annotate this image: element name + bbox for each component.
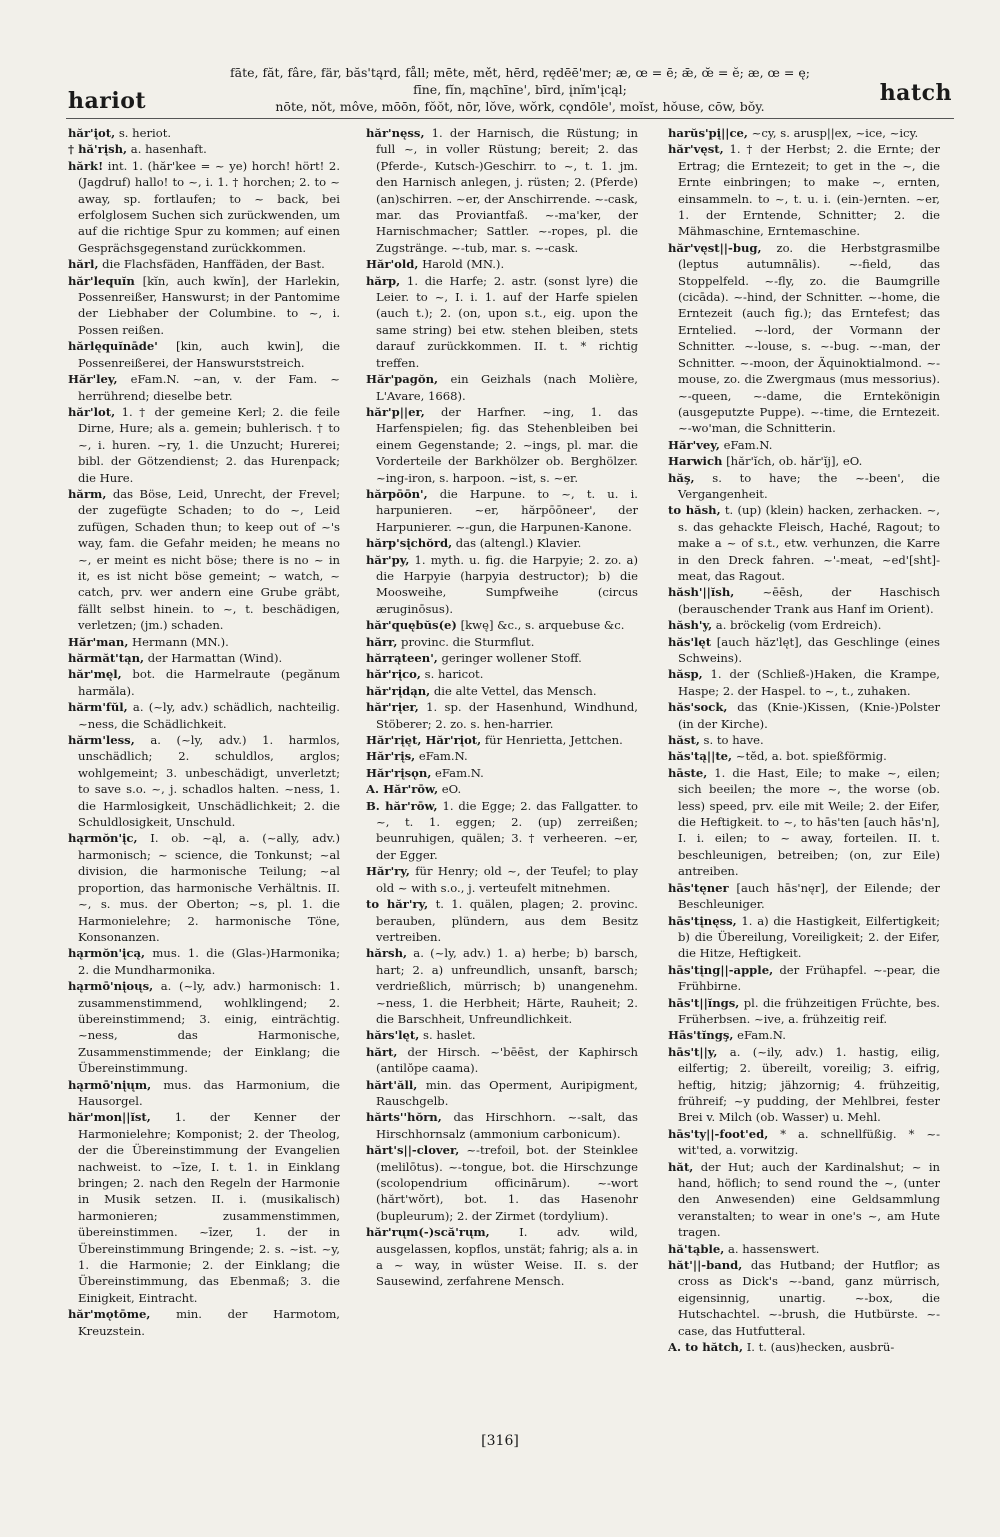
entry-headword: hărm'less,: [68, 733, 135, 748]
dictionary-entry: [68, 830, 340, 945]
dictionary-entry: [68, 125, 340, 141]
entry-headword: hăr'p||er,: [366, 404, 425, 419]
entry-definition: a. (~ly, adv.) 1. harmlos, unschädlich; 2. schuldlos, arglos; wohlgemeint; 3. unbeschädigt, unverletzt; to save s.o. ~, j. schadlos halten. ~ness, 1. die Harmlosigkeit, Unschädlichkeit; 2. die Schuldlosigkeit, Unschuld.: [78, 733, 340, 830]
dictionary-entry: [668, 502, 940, 584]
entry-headword: Hăr'old,: [366, 257, 419, 272]
dictionary-entry: [668, 437, 940, 453]
right-running-head: hatch: [879, 80, 952, 106]
entry-definition: mus. das Harmonium, die Hausorgel.: [78, 1077, 340, 1108]
entry-headword: hăş,: [668, 470, 695, 485]
entry-headword: hăsh'||ĭsh,: [668, 585, 735, 600]
entry-headword: hăr'quębŭs(e): [366, 618, 457, 633]
entry-definition: a. (~ly, adv.) schädlich, nachteilig. ~ness, die Schädlichkeit.: [78, 700, 340, 731]
dictionary-entry: [668, 470, 940, 503]
entry-definition: zo. die Herbstgrasmilbe (leptus autumnālis). ~-field, das Stoppelfeld. ~-fly, zo. die Baumgrille (cicāda). ~-hind, der Schnitter. ~-home, die Erntezeit (auch fig.); das Erntefest; das Erntelied. ~-lord, der Vormann der Schnitter. ~-louse, s. ~-bug. ~-man, der Schnitter. ~-moon, der Äquinoktialmond. ~-mouse, zo. die Zwergmaus (mus messorius). ~-queen, ~-dame, die Erntekönigin (ausgeputzte Puppe). ~-time, die Erntezeit. ~-wo'man, die Schnitterin.: [678, 240, 940, 436]
entry-definition: ~ēēsh, der Haschisch (berauschender Trank aus Hanf im Orient).: [678, 585, 940, 616]
dictionary-entry: [668, 1044, 940, 1126]
entry-definition: die Flachsfäden, Hanffäden, der Bast.: [98, 257, 325, 272]
left-running-head: hariot: [68, 88, 147, 114]
dictionary-entry: [668, 880, 940, 913]
entry-headword: hă'tąble,: [668, 1241, 725, 1256]
dictionary-entry: [366, 666, 638, 682]
entry-definition: das Hirschhorn. ~-salt, das Hirschhornsalz (ammonium carbonicum).: [376, 1110, 638, 1141]
entry-definition: 1. der Harnisch, die Rüstung; in full ~, in voller Rüstung; bereit; 2. das (Pferde-, Kutsch-)Geschirr. to ~, t. 1. jm. den Harnisch anlegen, j. rüsten; 2. (Pferde) (an)schirren. ~er, der Anschirrende. ~-cask, mar. das Proviantfaß. ~-ma'ker, der Harnischmacher; Sattler. ~-ropes, pl. die Zugstränge. ~-tub, mar. s. ~-cask.: [376, 126, 638, 255]
dictionary-entry: [366, 1142, 638, 1224]
entry-definition: 1. die Hast, Eile; to make ~, eilen; sich beeilen; the more ~, the worse (ob. less) speed, prv. eile mit Weile; 2. der Eifer, die Heftigkeit. to ~, to hās'ten [auch hās'n], I. i. eilen; to ~ away, forteilen. II. t. beschleunigen, betreiben; (on, zur Eile) antreiben.: [678, 765, 940, 879]
entry-definition: für Henry; old ~, der Teufel; to play old ~ with s.o., j. verteufelt mitnehmen.: [376, 864, 638, 895]
dictionary-entry: [68, 256, 340, 272]
page-number: [316]: [481, 1433, 519, 1449]
entry-headword: hăsh'y,: [668, 618, 713, 633]
entry-definition: der Harmattan (Wind).: [144, 651, 283, 665]
entry-definition: [auch hăz'lęt], das Geschlinge (eines Schweins).: [678, 634, 940, 665]
dictionary-entry: [68, 486, 340, 634]
entry-headword: hărs'lęt,: [366, 1028, 420, 1043]
entry-definition: Harold (MN.).: [418, 257, 505, 272]
entry-headword: hās't||y,: [668, 1044, 718, 1059]
entry-headword: Hās'tĭngş,: [668, 1028, 734, 1043]
entry-definition: der Harfner. ~ing, 1. das Harfenspielen; fig. das Stehenbleiben bei einem Gegenstande; 2. ~ings, pl. mar. die Vorderteile der Barkhölzer ob. Berghölzer. ~ing-iron, s. harpoon. ~ist, s. ~er.: [376, 404, 638, 485]
entry-definition: s. to have.: [699, 733, 764, 748]
entry-definition: 1. der (Schließ-)Haken, die Krampe, Haspe; 2. der Haspel. to ~, t., zuhaken.: [678, 667, 940, 698]
entry-headword: hăr'įot,: [68, 126, 116, 140]
entry-headword: Hăr'ley,: [68, 372, 118, 387]
dictionary-entry: [366, 125, 638, 256]
pronunciation-key-line: fāte, făt, fâre, fär, băs'tąrd, fåll; mēte, mět, hērd, rędēē'mer; æ, œ = ē; ǣ, œ̆ = ĕ; æ, œ = ę;: [230, 65, 810, 80]
dictionary-entry: [668, 995, 940, 1028]
dictionary-entry: [668, 141, 940, 239]
entry-definition: [kĭn, auch kwĭn], der Harlekin, Possenreißer, Hanswurst; in der Pantomime der Liebhaber der Columbine. to ~, i. Possen reißen.: [78, 273, 340, 337]
entry-headword: A. Hăr'rōw,: [366, 782, 439, 797]
pronunciation-key-line: fīne, fĭn, mąchīne', bīrd, įnĭm'įcąl;: [413, 82, 627, 97]
dictionary-entry: [68, 945, 340, 978]
entry-definition: eFam.N. ~an, v. der Fam. ~ herrührend; dieselbe betr.: [78, 372, 340, 403]
entry-definition: * a. schnellfüßig. * ~-wit'ted, a. vorwitzig.: [678, 1126, 940, 1158]
dictionary-entry: [366, 1077, 638, 1110]
dictionary-entry: [668, 962, 940, 995]
entry-definition: 1. † der Herbst; 2. die Ernte; der Ertrag; die Erntezeit; to get in the ~, die Ernte einbringen; to make ~, ernten, einsammeln. to ~, t. u. i. (ein-)ernten. ~er, 1. der Erntende, Schnitter; 2. die Mähmaschine, Erntemaschine.: [678, 142, 940, 239]
entry-headword: hāste,: [668, 765, 708, 780]
dictionary-entry: [668, 699, 940, 732]
entry-definition: 1. die Egge; 2. das Fallgatter. to ~, t. 1. eggen; 2. (up) zerreißen; beunruhigen, quälen; 3. † verheeren. ~er, der Egger.: [376, 798, 638, 862]
entry-definition: ein Geizhals (nach Molière, L'Avare, 1668).: [376, 372, 638, 403]
entry-headword: hąrmŏn'įc,: [68, 831, 138, 846]
entry-definition: Hermann (MN.).: [128, 634, 229, 649]
entry-definition: ~cy, s. arusp||ex, ~ice, ~icy.: [747, 126, 919, 140]
entry-definition: die Harpune. to ~, t. u. i. harpunieren. ~er, hărpōōneer', der Harpunierer. ~-gun, die Harpunen-Kanone.: [376, 486, 638, 534]
pronunciation-key: [190, 64, 850, 115]
dictionary-entry: [366, 256, 638, 272]
entry-definition: min. der Harmotom, Kreuzstein.: [78, 1307, 340, 1338]
dictionary-entry: [668, 1257, 940, 1339]
dictionary-entry: [68, 404, 340, 486]
entry-definition: t. (up) (klein) hacken, zerhacken. ~, s. das gehackte Fleisch, Haché, Ragout; to make a ~ of s.t., etw. verhunzen, die Karre in den Dreck fahren. ~'-meat, ~ed'[sht]-meat, das Ragout.: [678, 503, 940, 583]
dictionary-entry: [366, 404, 638, 486]
entry-definition: [kwę] &c., s. arquebuse &c.: [456, 618, 625, 633]
entry-definition: I. t. (aus)hecken, ausbrü-: [743, 1340, 895, 1355]
entry-headword: hărt,: [366, 1044, 398, 1059]
entry-headword: hăr'vęst,: [668, 142, 724, 157]
entry-headword: hăr'rįco,: [366, 667, 421, 682]
entry-headword: hărp'sįchŏrd,: [366, 536, 453, 551]
dictionary-entry: [668, 913, 940, 962]
entry-headword: Hăr'man,: [68, 634, 129, 649]
dictionary-entry: [668, 732, 940, 748]
entry-definition: 1. die Harfe; 2. astr. (sonst lyre) die Leier. to ~, I. i. 1. auf der Harfe spielen (auch t.); 2. (on, upon s.t., eig. upon the same string) bei etw. stehen bleiben, stets darauf zurückkommen. II. t. * richtig treffen.: [376, 273, 638, 370]
entry-headword: hărk!: [68, 158, 104, 173]
dictionary-entry: [366, 273, 638, 371]
entry-definition: 1. a) die Hastigkeit, Eilfertigkeit; b) die Übereilung, Voreiligkeit; 2. der Eifer, die Hitze, Heftigkeit.: [678, 913, 940, 961]
entry-headword: hăr'męl,: [68, 667, 122, 682]
dictionary-entry: [366, 699, 638, 732]
entry-headword: hăsp,: [668, 667, 703, 682]
entry-definition: [auch hās'nęr], der Eilende; der Beschleuniger.: [678, 880, 940, 912]
entry-headword: Hăr'rįsǫn,: [366, 765, 432, 780]
dictionary-entry: [366, 896, 638, 945]
entry-headword: hărr,: [366, 634, 398, 649]
entry-headword: harŭs'pį||ce,: [668, 126, 748, 140]
entry-definition: der Hirsch. ~'bēēst, der Kaphirsch (antilŏpe caama).: [376, 1044, 638, 1076]
entry-headword: hărts''hŏrn,: [366, 1110, 442, 1125]
entry-headword: hăs'tą||te,: [668, 749, 733, 764]
entry-definition: ~tĕd, a. bot. spießförmig.: [732, 749, 887, 764]
header-rule: [66, 118, 954, 119]
dictionary-entry: [366, 748, 638, 764]
entry-definition: das Hutband; der Hutflor; as cross as Dick's ~-band, ganz mürrisch, eigensinnig, unartig. ~-box, die Hutschachtel. ~-brush, die Hutbürste. ~-case, das Hutfutteral.: [678, 1258, 940, 1338]
entry-definition: das Böse, Leid, Unrecht, der Frevel; der zugefügte Schaden; to do ~, Leid zufügen, Schaden thun; to keep out of ~'s way, fam. die Gefahr meiden; he means no ~, er meint es nicht böse; there is no ~ in it, es ist nicht böse gemeint; ~ watch, ~ catch, prv. wer andern eine Grube gräbt, fällt selbst hinein. to ~, t. beschädigen, verletzen; (jm.) schaden.: [78, 486, 340, 633]
entry-headword: hăr'lequĭn: [68, 273, 135, 288]
entry-headword: hăs'sock,: [668, 700, 728, 715]
dictionary-entry: [68, 732, 340, 830]
dictionary-entry: [366, 765, 638, 781]
entry-definition: bot. die Harmelraute (pegănum harmăla).: [78, 667, 340, 698]
dictionary-entry: [668, 584, 940, 617]
entry-headword: hărt'ăll,: [366, 1077, 418, 1092]
dictionary-entry: [366, 732, 638, 748]
dictionary-entry: [68, 1109, 340, 1306]
dictionary-entry: [668, 240, 940, 437]
dictionary-entry: [68, 699, 340, 732]
entry-headword: hărpōōn',: [366, 486, 428, 501]
dictionary-entry: [366, 371, 638, 404]
entry-headword: hąrmŏn'įcą,: [68, 946, 146, 961]
entry-definition: eO.: [438, 782, 462, 797]
column-3: [668, 125, 940, 1425]
entry-headword: hărm,: [68, 486, 107, 501]
entry-headword: hărmăt'tąn,: [68, 651, 145, 665]
dictionary-entry: [668, 1027, 940, 1043]
entry-headword: Hăr'ry,: [366, 864, 410, 879]
entry-headword: B. hăr'rōw,: [366, 798, 438, 813]
entry-headword: hărm'fŭl,: [68, 700, 128, 715]
entry-headword: to hăr'ry,: [366, 897, 429, 912]
dictionary-entry: [668, 765, 940, 880]
entry-headword: hās'ty||-foot'ed,: [668, 1126, 769, 1141]
entry-headword: hąrmō'nįųm,: [68, 1077, 152, 1092]
dictionary-entry: [668, 1126, 940, 1159]
entry-definition: für Henrietta, Jettchen.: [481, 733, 623, 748]
entry-definition: das (altengl.) Klavier.: [452, 536, 582, 551]
entry-headword: hăr'mon||ĭst,: [68, 1110, 151, 1125]
dictionary-entry: [366, 535, 638, 551]
dictionary-entry: [668, 1339, 940, 1355]
dictionary-entry: [366, 650, 638, 666]
entry-headword: hąrmō'nįoųs,: [68, 979, 154, 994]
entry-headword: hās'tęner: [668, 880, 729, 895]
entry-definition: a. (~ily, adv.) 1. hastig, eilig, eilfertig; 2. übereilt, voreilig; 3. eifrig, heftig, hitzig; jähzornig; 4. frühzeitig, frühreif; ~y pudding, der Mehlbrei, fester Brei v. Milch (ob. Wasser) u. Mehl.: [678, 1044, 940, 1125]
entry-definition: eFam.N.: [431, 765, 484, 780]
entry-definition: 1. sp. der Hasenhund, Windhund, Stöberer; 2. zo. s. hen-harrier.: [376, 700, 638, 731]
dictionary-entry: [68, 158, 340, 256]
entry-headword: Hăr'rįęt, Hăr'rįot,: [366, 733, 482, 748]
entry-definition: pl. die frühzeitigen Früchte, bes. Früherbsen. ~ive, a. frühzeitig reif.: [678, 995, 940, 1026]
dictionary-entry: [366, 798, 638, 864]
dictionary-entry: [68, 338, 340, 371]
entry-definition: a. hassenswert.: [724, 1241, 820, 1256]
dictionary-entry: [668, 617, 940, 633]
dictionary-entry: [366, 552, 638, 618]
entry-definition: min. das Operment, Auripigment, Rauschgelb.: [376, 1077, 638, 1108]
entry-headword: hăst,: [668, 733, 700, 748]
entry-definition: s. haricot.: [420, 667, 484, 682]
entry-headword: hăt'||-band,: [668, 1258, 743, 1273]
entry-definition: int. 1. (hăr'kee = ~ ye) horch! hört! 2. (Jagdruf) hallo! to ~, i. 1. † horchen; 2. to ~ away, sp. fortlaufen; to ~ back, bei erfolglosem Suchen sich zurückwenden, um auf die richtige Spur zu kommen; auf einen Gesprächsgegenstand zurückkommen.: [78, 158, 340, 255]
dictionary-entry: [68, 273, 340, 339]
entry-definition: I. adv. wild, ausgelassen, kopflos, unstät; fahrig; als a. in a ~ way, in wüster Weise. II. s. der Sausewind, zerfahrene Mensch.: [376, 1225, 638, 1289]
column-1: [68, 125, 340, 1425]
dictionary-entry: [68, 666, 340, 699]
dictionary-entry: [366, 617, 638, 633]
dictionary-entry: [668, 125, 940, 141]
entry-definition: eFam.N.: [415, 749, 468, 764]
entry-headword: hăs'lęt: [668, 634, 712, 649]
entry-headword: hăr'rįer,: [366, 700, 419, 715]
entry-definition: t. 1. quälen, plagen; 2. provinc. berauben, plündern, aus dem Besitz vertreiben.: [376, 897, 638, 944]
dictionary-entry: [668, 1159, 940, 1241]
entry-definition: das (Knie-)Kissen, (Knie-)Polster (in der Kirche).: [678, 700, 940, 731]
entry-headword: to hăsh,: [668, 503, 721, 518]
entry-headword: hăr'lot,: [68, 404, 116, 419]
pronunciation-key-line: nōte, nŏt, môve, mōōn, fŏŏt, nōr, lŏve, wŏrk, cǫndōle', moĭst, hŏuse, cōw, bŏy.: [275, 99, 765, 114]
column-2: [366, 125, 638, 1425]
entry-definition: eFam.N.: [733, 1028, 786, 1043]
dictionary-entry: [366, 1027, 638, 1043]
entry-definition: die alte Vettel, das Mensch.: [430, 683, 597, 698]
dictionary-entry: [68, 634, 340, 650]
entry-headword: hăr'vęst||-bug,: [668, 240, 762, 255]
entry-headword: hăr'nęss,: [366, 126, 425, 140]
entry-definition: ~-trefoil, bot. der Steinklee (melilōtus). ~-tongue, bot. die Hirschzunge (scolopendrium officinārum). ~-wort (hărt'wŏrt), bot. 1. das Hasenohr (bupleurum); 2. der Zirmet (tordylium).: [376, 1143, 638, 1223]
entry-headword: hărrąteen',: [366, 651, 438, 665]
entry-definition: s. to have; the ~-been', die Vergangenheit.: [678, 470, 940, 501]
entry-headword: hās'tįng||-apple,: [668, 962, 774, 977]
dictionary-entry: [366, 1109, 638, 1142]
dictionary-entry: [668, 634, 940, 667]
entry-headword: hās'tįnęss,: [668, 913, 737, 928]
entry-headword: A. to hătch,: [668, 1340, 744, 1355]
entry-definition: s. heriot.: [115, 126, 172, 140]
dictionary-entry: [668, 1241, 940, 1257]
entry-headword: Hăr'pagŏn,: [366, 372, 439, 387]
entry-definition: 1. myth. u. fig. die Harpyie; 2. zo. a) die Harpyie (harpyia destructor); b) die Moosweihe, Sumpfweihe (circus æruginōsus).: [376, 552, 638, 616]
entry-headword: Harwich: [668, 454, 723, 469]
entry-definition: eFam.N.: [719, 437, 773, 452]
dictionary-entry: [366, 863, 638, 896]
dictionary-entry: [366, 486, 638, 535]
entry-headword: hăr'mǫtōme,: [68, 1307, 151, 1322]
entry-definition: s. haslet.: [419, 1028, 476, 1043]
dictionary-entry: [366, 1224, 638, 1290]
dictionary-entry: [68, 1077, 340, 1110]
entry-definition: der Frühapfel. ~-pear, die Frühbirne.: [678, 962, 940, 994]
entry-definition: mus. 1. die (Glas-)Harmonika; 2. die Mundharmonika.: [78, 946, 340, 977]
entry-definition: der Hut; auch der Kardinalshut; ~ in hand, höflich; to send round the ~, (unter den Anwesenden) eine Geldsammlung veranstalten; to wear in one's ~, am Hute tragen.: [678, 1159, 940, 1240]
entry-headword: Hăr'rįs,: [366, 749, 416, 764]
entry-headword: hăr'py,: [366, 552, 410, 567]
entry-definition: 1. † der gemeine Kerl; 2. die feile Dirne, Hure; als a. gemein; buhlerisch. † to ~, i. huren. ~ry, 1. die Unzucht; Hurerei; bibl. der Götzendienst; 2. das Hurenpack; die Hure.: [78, 404, 340, 485]
dictionary-entry: [68, 1306, 340, 1339]
dictionary-entry: [366, 1044, 638, 1077]
entry-definition: provinc. die Sturmflut.: [397, 634, 535, 649]
entry-headword: hăr'rįdąn,: [366, 683, 431, 698]
dictionary-entry: [366, 634, 638, 650]
entry-headword: hărsh,: [366, 946, 408, 961]
entry-headword: hās't||ĭngs,: [668, 995, 740, 1010]
dictionary-entry: [68, 650, 340, 666]
entry-headword: † hă'rįsh,: [68, 142, 128, 157]
dictionary-entry: [668, 666, 940, 699]
dictionary-entry: [366, 945, 638, 1027]
entry-definition: [hăr'ĭch, ob. hăr'ĭj], eO.: [722, 454, 863, 469]
entry-headword: hăr'rųm(-)scă'rųm,: [366, 1225, 490, 1240]
dictionary-entry: [68, 371, 340, 404]
dictionary-entry: [366, 781, 638, 797]
dictionary-entry: [68, 978, 340, 1076]
entry-definition: a. bröckelig (vom Erdreich).: [712, 618, 882, 633]
entry-definition: I. ob. ~ąl, a. (~ally, adv.) harmonisch; ~ science, die Tonkunst; ~al division, die harmonische Teilung; ~al proportion, das harmonische Verhältnis. II. ~, s. mus. der Oberton; ~s, pl. 1. die Harmonielehre; 2. harmonische Töne, Konsonanzen.: [78, 831, 340, 944]
entry-definition: [kin, auch kwin], die Possenreißerei, der Hanswurststreich.: [78, 339, 340, 370]
dictionary-entry: [366, 683, 638, 699]
dictionary-entry: [68, 141, 340, 157]
entry-headword: Hăr'vey,: [668, 437, 720, 452]
dictionary-entry: [668, 748, 940, 764]
entry-definition: geringer wollener Stoff.: [437, 651, 582, 665]
dictionary-entry: [668, 453, 940, 469]
entry-headword: hărl,: [68, 257, 99, 272]
entry-definition: a. (~ly, adv.) 1. a) herbe; b) barsch, hart; 2. a) unfreundlich, unsanft, barsch; verdrießlich, mürrisch; b) unangenehm. ~ness, 1. die Herbheit; Härte, Rauheit; 2. die Barschheit, Unfreundlichkeit.: [376, 946, 638, 1026]
entry-headword: hăt,: [668, 1159, 694, 1174]
entry-headword: hărlęquĭnāde': [68, 339, 158, 354]
entry-definition: 1. der Kenner der Harmonielehre; Komponist; 2. der Theolog, der die Übereinstimmung der Evangelien nachweist. to ~īze, I. t. 1. in Einklang bringen; 2. nach den Regeln der Harmonie in Musik setzen. II. i. (musikalisch) harmonieren; zusammenstimmen, übereinstimmen. ~īzer, 1. der in Übereinstimmung Bringende; 2. s. ~ist. ~y, 1. die Harmonie; 2. der Einklang; die Übereinstimmung, das Ebenmaß; 3. die Einigkeit, Eintracht.: [78, 1110, 340, 1305]
entry-headword: hărp,: [366, 273, 401, 288]
entry-headword: hărt's||-clover,: [366, 1143, 460, 1158]
entry-definition: a. (~ly, adv.) harmonisch: 1. zusammenstimmend, wohlklingend; 2. übereinstimmend; 3. einig, einträchtig. ~ness, das Harmonische, Zusammenstimmende; der Einklang; die Übereinstimmung.: [78, 979, 340, 1076]
entry-definition: a. hasenhaft.: [127, 142, 207, 157]
